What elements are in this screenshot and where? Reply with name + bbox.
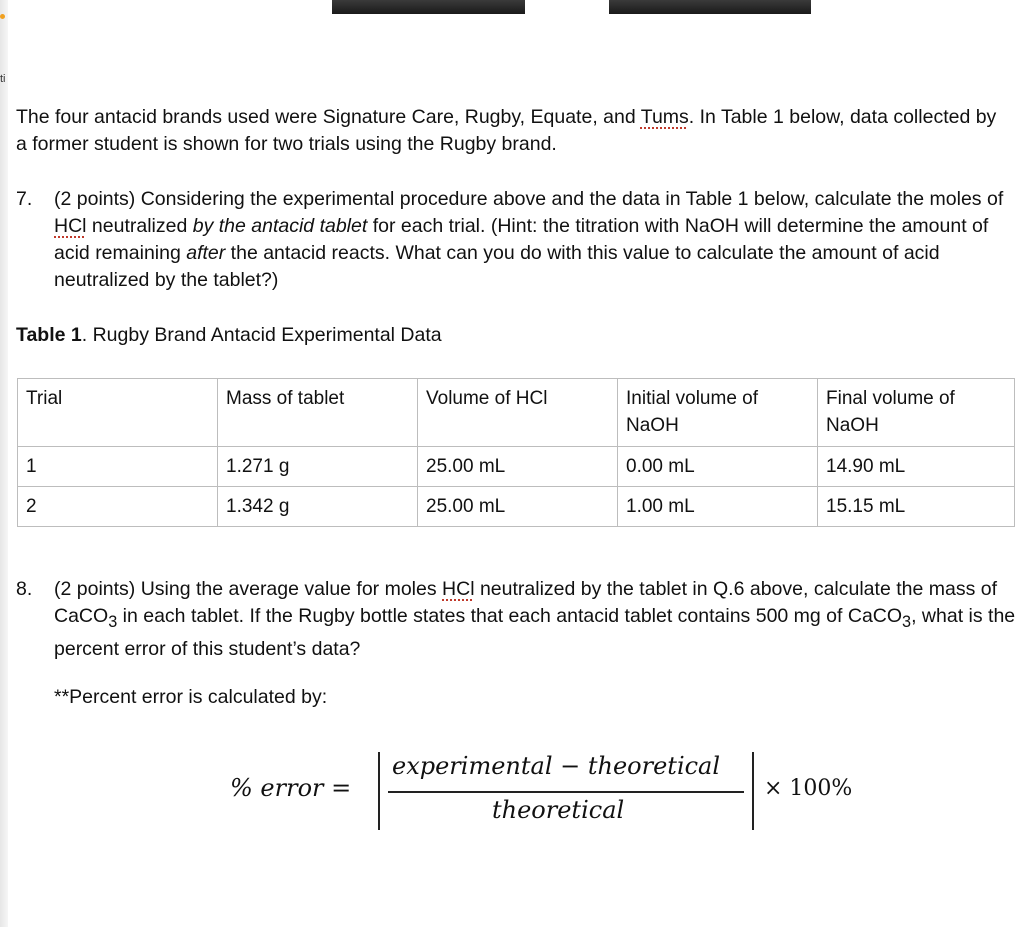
question-text: (2 points) Considering the experimental procedure above and the data in Table 1 below, calculate the moles of HCl neutralized by the antacid tablet for each trial. (Hint: the titration with NaOH will determine the amount of acid remaining after the antacid reacts. What can you do with this value to calculate the amount of acid neutralized by the tablet?) bbox=[54, 188, 1004, 291]
table-row bbox=[18, 487, 1015, 527]
left-margin-rail bbox=[0, 0, 8, 927]
table-cell: 1.00 mL bbox=[618, 487, 818, 527]
question-text: (2 points) Using the average value for moles HCl neutralized by the tablet in Q.6 above, calculate the mass of CaCO$_3$ in each tablet. If the Rugby bottle states that each antacid tablet contains 500 mg of CaCO$_3$, what is the percent error of this student’s data? bbox=[54, 578, 1016, 660]
table-cell: 1.342 g bbox=[218, 487, 418, 527]
table-cell: 1.271 g bbox=[218, 447, 418, 487]
table-cell: 1 bbox=[18, 447, 218, 487]
formula-numerator: experimental − theoretical bbox=[392, 752, 721, 780]
header-cell: Trial bbox=[18, 379, 218, 447]
table-cell: 25.00 mL bbox=[418, 447, 618, 487]
question-number: 7. bbox=[16, 188, 33, 210]
percent-error-note: **Percent error is calculated by: bbox=[54, 686, 328, 708]
header-cell: Volume of HCl bbox=[418, 379, 618, 447]
fraction-line bbox=[388, 791, 744, 793]
abs-bar-left bbox=[378, 752, 380, 830]
status-dot-icon bbox=[0, 14, 5, 19]
table-cell: 2 bbox=[18, 487, 218, 527]
top-photo-right bbox=[609, 0, 811, 14]
table-cell: 0.00 mL bbox=[618, 447, 818, 487]
spellcheck-flag: Tums bbox=[640, 106, 689, 128]
question-number: 8. bbox=[16, 578, 33, 600]
percent-error-formula bbox=[230, 748, 870, 838]
abs-bar-right bbox=[752, 752, 754, 830]
formula-denominator: theoretical bbox=[492, 796, 625, 824]
table-caption: Table 1. Rugby Brand Antacid Experimental Data bbox=[16, 324, 442, 346]
data-table bbox=[17, 378, 1015, 527]
intro-paragraph: The four antacid brands used were Signature Care, Rugby, Equate, and Tums. In Table 1 below, data collected by a former student is shown for two trials using the Rugby brand. bbox=[16, 106, 997, 155]
formula-rhs: × 100% bbox=[764, 776, 853, 801]
table-cell: 15.15 mL bbox=[818, 487, 1015, 527]
header-cell: Final volume of NaOH bbox=[818, 379, 1015, 447]
table-header-row bbox=[18, 379, 1015, 447]
table-cell: 25.00 mL bbox=[418, 487, 618, 527]
question-8 bbox=[16, 576, 1016, 663]
header-cell: Mass of tablet bbox=[218, 379, 418, 447]
top-photo-left bbox=[332, 0, 525, 14]
margin-mark-icon: ti bbox=[0, 73, 6, 85]
question-7 bbox=[16, 186, 1016, 294]
table-row bbox=[18, 447, 1015, 487]
formula-lhs: % error = bbox=[230, 774, 352, 802]
header-cell: Initial volume of NaOH bbox=[618, 379, 818, 447]
table-cell: 14.90 mL bbox=[818, 447, 1015, 487]
